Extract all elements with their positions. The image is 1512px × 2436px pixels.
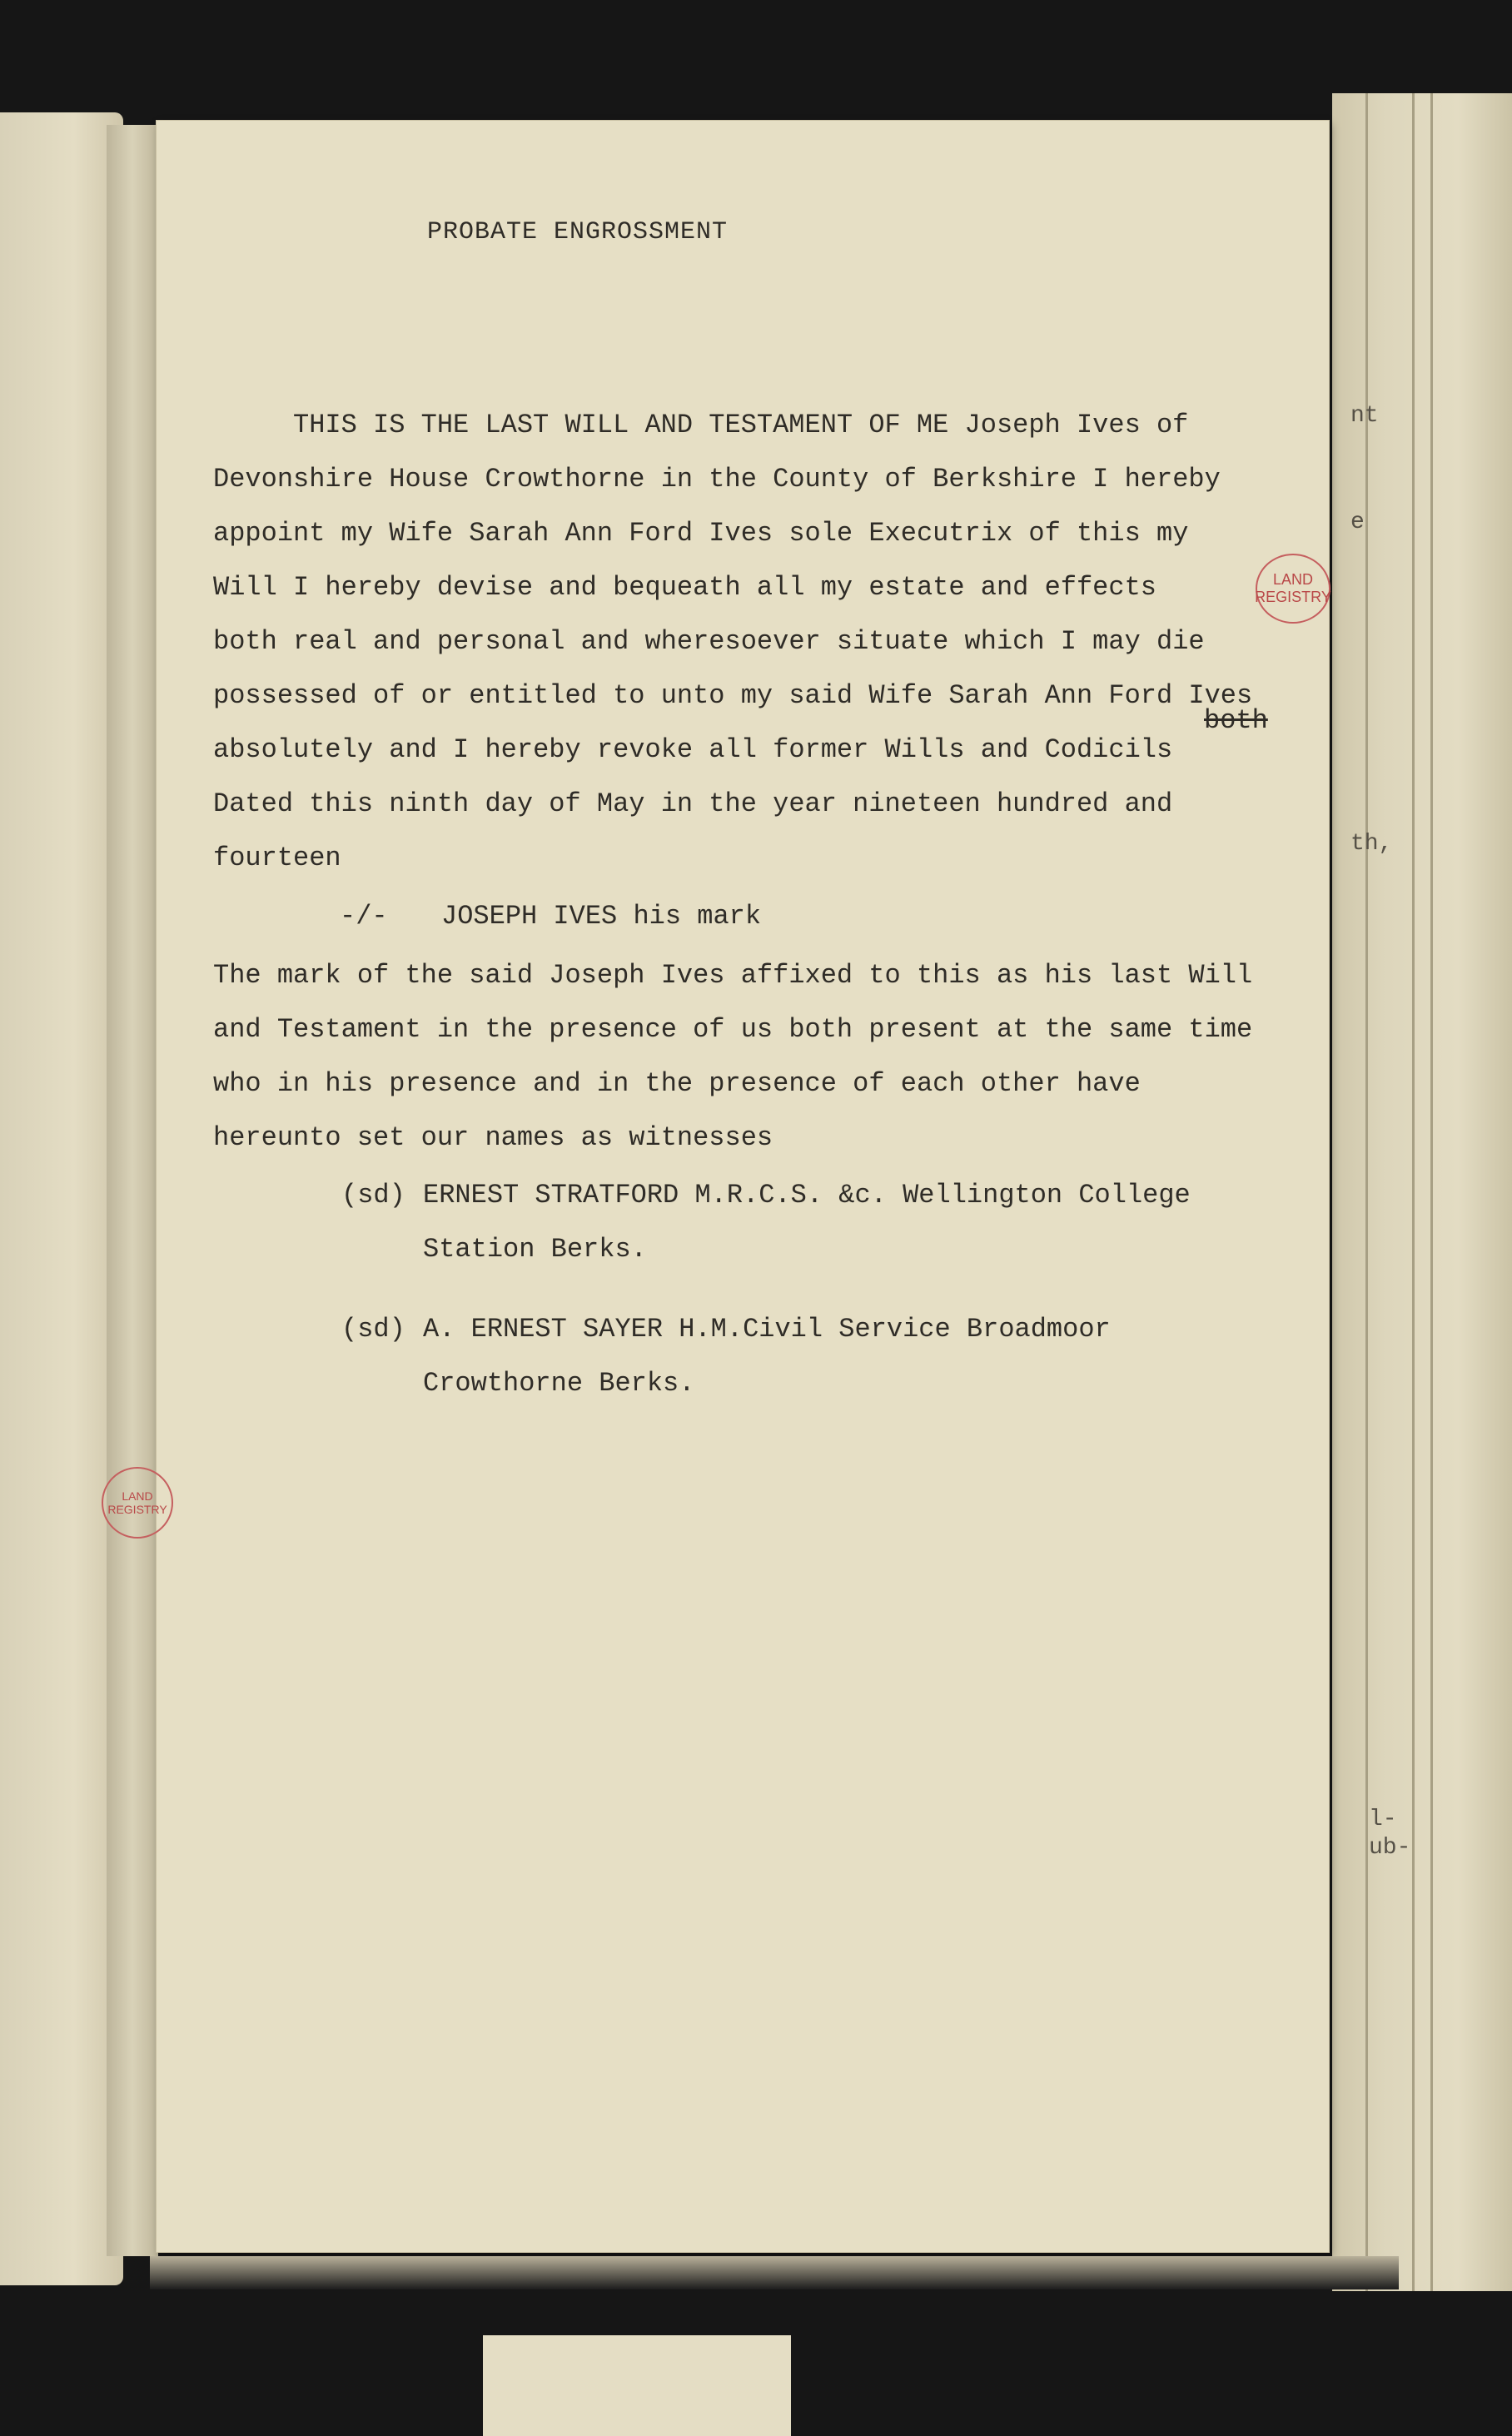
document-title: PROBATE ENGROSSMENT <box>427 218 729 246</box>
right-fragment-1: nt <box>1350 403 1379 429</box>
body-line-6: possessed of or entitled to unto my said Wife Sarah Ann Ford Ives <box>213 680 1253 711</box>
body-line-3: appoint my Wife Sarah Ann Ford Ives sole Executrix of this my <box>213 518 1189 549</box>
mark-symbol: -/- <box>340 901 388 932</box>
right-fragment-5: ub- <box>1369 1835 1411 1861</box>
body-line-5: both real and personal and wheresoever situate which I may die <box>213 626 1205 657</box>
right-fragment-4: l- <box>1369 1807 1397 1832</box>
right-adjacent-pages <box>1332 93 1512 2291</box>
witness-1-address: Station Berks. <box>423 1234 647 1265</box>
attestation-line-3: who in his presence and in the presence of each other have <box>213 1068 1141 1099</box>
document-page <box>157 121 1329 2252</box>
struck-word: both <box>1204 705 1268 736</box>
body-line-4: Will I hereby devise and bequeath all my estate and effects <box>213 572 1156 603</box>
bottom-paper-tab <box>483 2335 791 2436</box>
body-line-1: THIS IS THE LAST WILL AND TESTAMENT OF ME Joseph Ives of <box>293 410 1189 440</box>
body-line-9: fourteen <box>213 843 341 873</box>
page-bottom-shadow <box>150 2256 1399 2289</box>
right-fragment-3: th, <box>1350 831 1393 857</box>
attestation-line-1: The mark of the said Joseph Ives affixed to this as his last Will <box>213 960 1253 991</box>
land-registry-stamp-margin: LAND REGISTRY <box>102 1467 173 1539</box>
right-fragment-2: e <box>1350 510 1365 535</box>
attestation-line-4: hereunto set our names as witnesses <box>213 1122 773 1153</box>
attestation-line-2: and Testament in the presence of us both present at the same time <box>213 1014 1253 1045</box>
testator-mark-line: JOSEPH IVES his mark <box>441 901 762 932</box>
body-line-8: Dated this ninth day of May in the year nineteen hundred and <box>213 788 1173 819</box>
left-adjacent-page <box>0 112 123 2285</box>
witness-1-name: ERNEST STRATFORD M.R.C.S. &c. Wellington College <box>423 1180 1191 1211</box>
left-page-edge <box>107 125 158 2256</box>
witness-2-prefix: (sd) <box>341 1314 405 1345</box>
body-line-7: absolutely and I hereby revoke all former Wills and Codicils <box>213 734 1173 765</box>
land-registry-stamp: LAND REGISTRY <box>1256 554 1330 624</box>
witness-2-address: Crowthorne Berks. <box>423 1368 695 1399</box>
body-line-2: Devonshire House Crowthorne in the County of Berkshire I hereby <box>213 464 1221 495</box>
witness-1-prefix: (sd) <box>341 1180 405 1211</box>
witness-2-name: A. ERNEST SAYER H.M.Civil Service Broadmoor <box>423 1314 1111 1345</box>
